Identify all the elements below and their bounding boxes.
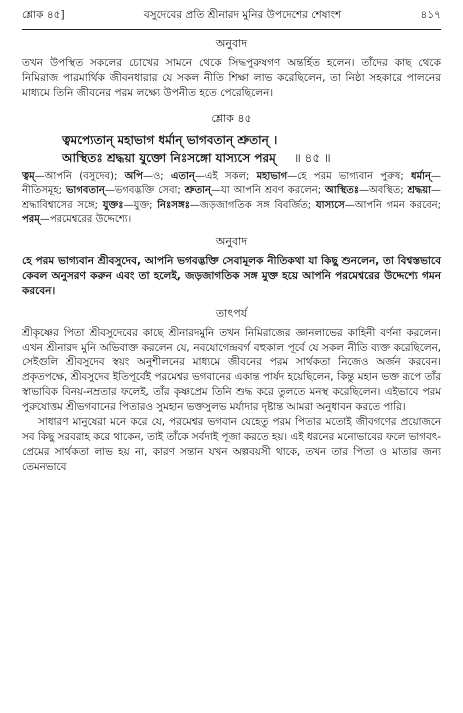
synonym-meaning: —শ্রদ্ধাবিশ্বাসের সঙ্গে;: [22, 185, 441, 211]
synonym-word: ভাগবতান্: [65, 185, 105, 197]
synonym-meaning: —হে পরম ভাগ্যবান পুরুষ;: [287, 170, 411, 182]
synonym-meaning: —যুক্ত;: [123, 199, 158, 211]
synonym-word: শ্রুতান্: [184, 185, 211, 197]
synonym-meaning: —আপনি গমন করবেন;: [344, 199, 441, 211]
synonym-meaning: —জড়জাগতিক সঙ্গ বিবর্জিত;: [189, 199, 316, 211]
synonym-word: যুক্তঃ: [102, 199, 124, 211]
synonym-meaning: —পরমেশ্বরের উদ্দেশ্যে।: [39, 214, 132, 226]
verse-line-2-text: আস্থিতঃ শ্রদ্ধয়া যুক্তো নিঃসঙ্গো যাস্যসে পরম্: [62, 150, 276, 165]
synonym-word: ধর্মান্: [410, 170, 431, 182]
synonym-meaning: —ও;: [142, 170, 171, 182]
synonym-meaning: —এই সকল;: [194, 170, 257, 182]
verse-line-1: ত্বমপ্যেতান্ মহাভাগ ধর্মান্ ভাগবতান্ শ্রুতান্ ।: [62, 132, 278, 147]
purport-paragraph-2: সাধারণ মানুষেরা মনে করে যে, পরমেশ্বর ভগবান যেহেতু পরম পিতার মতোই জীবগণের প্রয়োজনে সব কিছু সরবরাহ করে থাকেন, তাই তাঁকে সর্বদাই পূজা করতে হয়। এই ধরনের মনোভাবের ফলে ভাগবৎ-প্রেমের সার্থকতা লাভ হয় না, কারণ সন্তান যখন অল্পবয়সী থাকে, তখন তার পিতা ও মাতার জন্য তেমনভাবে: [22, 416, 441, 473]
synonym-word: নিঃসঙ্গঃ: [157, 199, 190, 211]
purport-body: [22, 326, 441, 475]
synonym-word: ত্বম্: [22, 170, 35, 182]
word-for-word-synonyms: [22, 170, 441, 228]
synonym-word: অপি: [124, 170, 143, 182]
synonym-meaning: —আপনি (বসুদেব);: [34, 170, 125, 182]
synonym-word: মহাভাগ: [256, 170, 288, 182]
page-number: ৪১৭: [420, 9, 441, 21]
verse-translation-text: হে পরম ভাগ্যবান শ্রীবসুদেব, আপনি ভগবদ্ভক্তি সেবামূলক নীতিকথা যা কিছু শুনলেন, তা বিশ্বস্তভাবে কেবল অনুসরণ করুন এবং তা হলেই, জড়জাগতিক সঙ্গ মুক্ত হয়ে আপনি পরমেশ্বরের উদ্দেশ্যে গমন করবেন।: [22, 254, 441, 298]
running-head: [22, 8, 441, 30]
synonym-meaning: —যা আপনি শ্রবণ করলেন;: [210, 185, 326, 197]
synonym-word: পরম্: [22, 214, 40, 226]
synonym-meaning: —নীতিসমূহ;: [22, 170, 441, 197]
synonym-word: শ্রদ্ধয়া: [407, 185, 431, 197]
synonym-meaning: —ভগবদ্ভক্তি সেবা;: [104, 185, 185, 197]
translation-heading: অনুবাদ: [215, 37, 248, 50]
purport-paragraph-1: শ্রীকৃষ্ণের পিতা শ্রীবসুদেবের কাছে শ্রীনারদমুনি তখন নিমিরাজের জ্ঞানলাভের কাহিনী বর্ণনা করলেন। এখন শ্রীনারদ মুনি অভিবাক্ত করলেন যে, নবযোগেন্দ্রবর্গ বহুকাল পূর্বে যে সকল নীতি ব্যক্ত করেছিলেন, সেইগুলি শ্রীবসুদেব স্বয়ং অনুশীলনের মাধ্যমে জীবনের পরম সার্থকতা নিজেও অর্জন করবেন। প্রকৃতপক্ষে, শ্রীবসুদেব ইতিপূর্বেই পরমেশ্বর ভগবানের একান্ত পার্ষদ হয়েছিলেন, কিন্তু মহান ভক্ত রূপে তাঁর স্বাভাবিক বিনয়-নম্রতার ফলেই, তাঁর কৃষ্ণপ্রেম তিনি শুদ্ধ করে তুলতে মনস্থ করেছিলেন। এইভাবে পরম পুরুষোত্তম শ্রীভগবানের পিতারও সুমহান ভক্তসুলভ মর্যাদার দৃষ্টান্ত আমরা অনুধাবন করতে পারি।: [22, 326, 441, 414]
synonym-word: যাস্যসে: [315, 199, 345, 211]
synonym-meaning: —অবস্থিত;: [359, 185, 408, 197]
sanskrit-verse: [62, 131, 441, 167]
translation-text: তখন উপস্থিত সকলের চোখের সামনে থেকে সিদ্ধপুরুষগণ অন্তর্হিত হলেন। তাঁদের কাছ থেকে নিমিরাজ পারমার্থিক জীবনধারার যে সকল নীতি শিক্ষা লাভ করেছিলেন, তা নিষ্ঠা সহকারে পালনের মাধ্যমে তিনি জীবনের পরম লক্ষ্যে উপনীত হতে পেরেছিলেন।: [22, 57, 441, 100]
verse-line-2: [62, 149, 441, 167]
verse-number: ॥ ৪৫ ॥: [293, 150, 331, 165]
verse-heading: শ্লোক ৪৫: [211, 111, 252, 125]
synonym-word: আস্থিতঃ: [325, 185, 360, 197]
running-head-chapter-title: বসুদেবের প্রতি শ্রীনারদ মুনির উপদেশের শেষাংশ: [143, 9, 342, 21]
running-head-verse-ref: শ্লোক ৪৫]: [22, 9, 65, 21]
translation-heading-2: অনুবাদ: [215, 234, 248, 248]
synonym-word: এতান্: [170, 170, 195, 182]
purport-heading: তাৎপর্য: [215, 306, 248, 320]
